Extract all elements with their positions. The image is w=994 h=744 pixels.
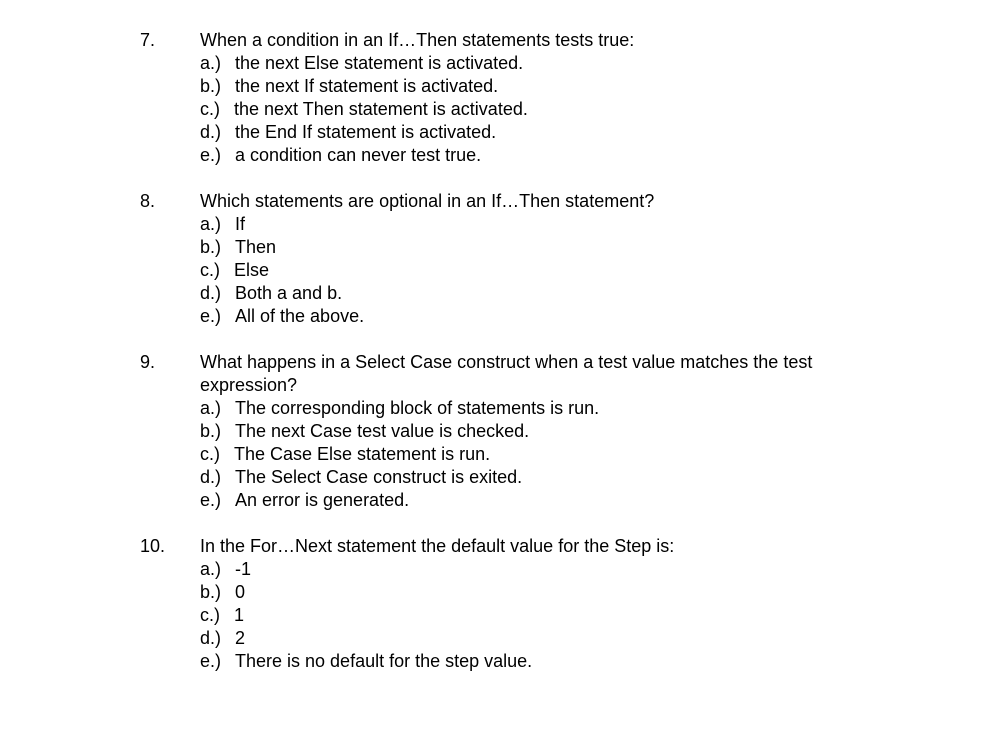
answer-letter: d.) <box>200 467 222 487</box>
question-text: What happens in a Select Case construct when a test value matches the test expression? <box>200 352 813 395</box>
answer-option-a <box>200 52 860 75</box>
question-number: 10. <box>140 536 166 556</box>
answer-list <box>200 52 860 167</box>
answer-text: The corresponding block of statements is run. <box>235 398 600 418</box>
question-body <box>200 29 860 167</box>
answer-text: the next Else statement is activated. <box>235 53 524 73</box>
answer-letter: a.) <box>200 214 222 234</box>
answer-letter: a.) <box>200 53 222 73</box>
question-body <box>200 351 860 512</box>
answer-letter: c.) <box>200 260 220 280</box>
answer-option-e <box>200 489 860 512</box>
answer-letter: d.) <box>200 122 222 142</box>
answer-letter: e.) <box>200 490 222 510</box>
answer-text: The Case Else statement is run. <box>234 444 491 464</box>
question-number: 7. <box>140 30 156 50</box>
answer-text: Both a and b. <box>235 283 343 303</box>
answer-text: The next Case test value is checked. <box>235 421 530 441</box>
answer-text: -1 <box>235 559 252 579</box>
answer-option-c <box>200 259 860 282</box>
answer-option-a <box>200 558 860 581</box>
answer-letter: c.) <box>200 99 220 119</box>
answer-letter: e.) <box>200 651 222 671</box>
answer-text: The Select Case construct is exited. <box>235 467 523 487</box>
answer-option-c <box>200 604 860 627</box>
answer-option-d <box>200 627 860 650</box>
answer-option-d <box>200 121 860 144</box>
answer-text: Then <box>235 237 277 257</box>
question-body <box>200 535 860 673</box>
question-number: 8. <box>140 191 156 211</box>
answer-option-a <box>200 213 860 236</box>
answer-text: the next If statement is activated. <box>235 76 499 96</box>
answer-option-b <box>200 581 860 604</box>
answer-text: An error is generated. <box>235 490 410 510</box>
answer-letter: d.) <box>200 283 222 303</box>
answer-option-e <box>200 144 860 167</box>
answer-option-e <box>200 305 860 328</box>
answer-letter: c.) <box>200 605 220 625</box>
answer-text: the next Then statement is activated. <box>234 99 528 119</box>
answer-letter: e.) <box>200 306 222 326</box>
question-text: In the For…Next statement the default value for the Step is: <box>200 536 675 556</box>
question-text: Which statements are optional in an If…Then statement? <box>200 191 655 211</box>
answer-letter: b.) <box>200 421 222 441</box>
answer-text: All of the above. <box>235 306 365 326</box>
answer-list <box>200 213 860 328</box>
answer-option-c <box>200 98 860 121</box>
answer-option-b <box>200 420 860 443</box>
answer-text: 1 <box>234 605 245 625</box>
answer-option-c <box>200 443 860 466</box>
question-body <box>200 190 860 328</box>
answer-letter: d.) <box>200 628 222 648</box>
answer-letter: a.) <box>200 398 222 418</box>
answer-list <box>200 558 860 673</box>
answer-list <box>200 397 860 512</box>
answer-option-b <box>200 236 860 259</box>
answer-option-d <box>200 466 860 489</box>
answer-letter: e.) <box>200 145 222 165</box>
answer-letter: b.) <box>200 76 222 96</box>
answer-text: 0 <box>235 582 246 602</box>
answer-option-a <box>200 397 860 420</box>
answer-text: Else <box>234 260 270 280</box>
answer-text: If <box>235 214 246 234</box>
answer-option-d <box>200 282 860 305</box>
answer-option-b <box>200 75 860 98</box>
answer-letter: c.) <box>200 444 220 464</box>
question-number: 9. <box>140 352 156 372</box>
answer-letter: b.) <box>200 237 222 257</box>
answer-text: a condition can never test true. <box>235 145 482 165</box>
answer-option-e <box>200 650 860 673</box>
answer-letter: a.) <box>200 559 222 579</box>
question-text: When a condition in an If…Then statements tests true: <box>200 30 635 50</box>
answer-letter: b.) <box>200 582 222 602</box>
answer-text: There is no default for the step value. <box>235 651 533 671</box>
answer-text: 2 <box>235 628 246 648</box>
answer-text: the End If statement is activated. <box>235 122 497 142</box>
